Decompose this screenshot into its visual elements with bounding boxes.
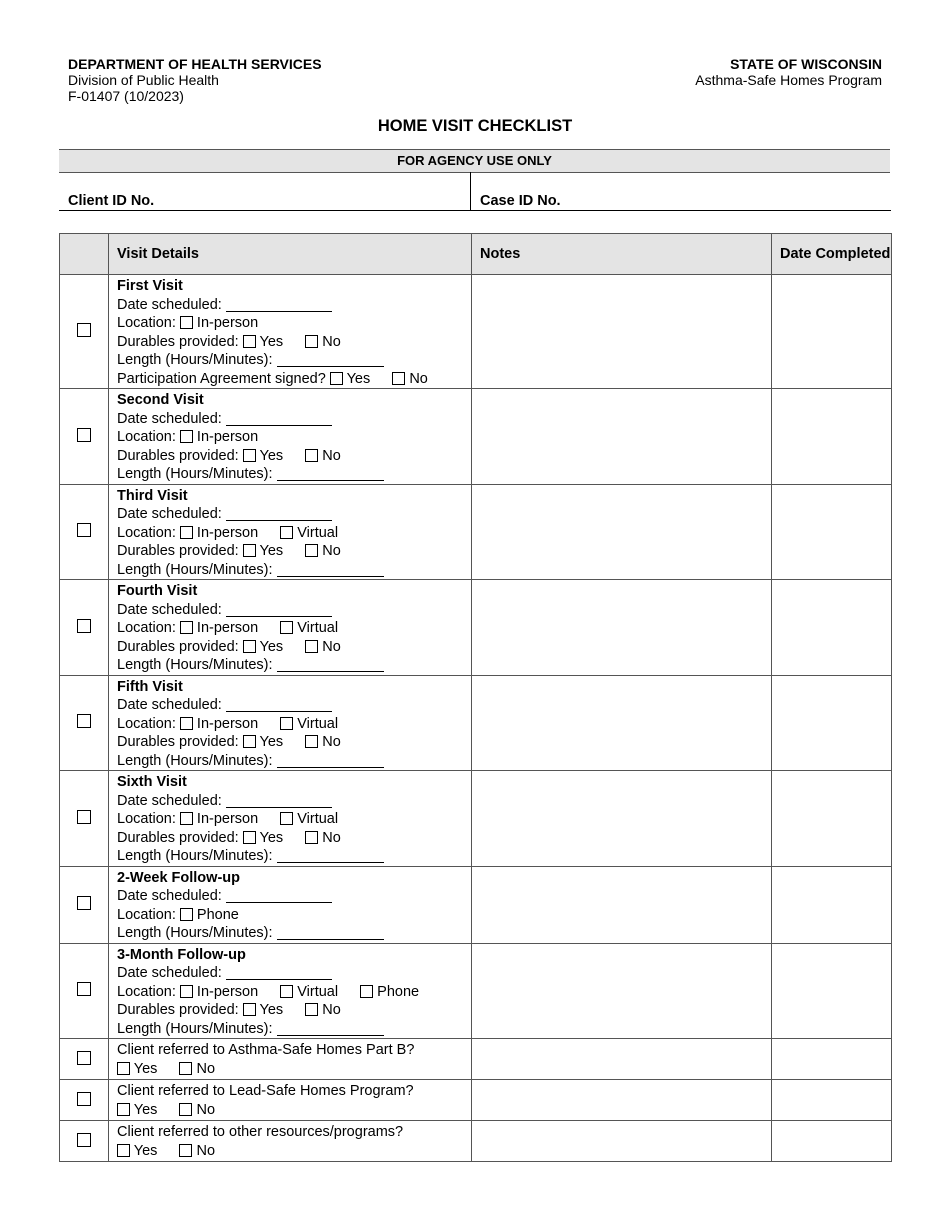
visit-complete-checkbox[interactable] xyxy=(77,428,91,442)
visit-title: Second Visit xyxy=(117,392,204,408)
page-title: HOME VISIT CHECKLIST xyxy=(377,117,573,135)
location-line xyxy=(117,810,471,829)
length-line xyxy=(117,561,471,580)
durables-yes-checkbox[interactable] xyxy=(243,831,256,844)
virtual-checkbox[interactable] xyxy=(280,812,293,825)
durables-no-checkbox[interactable] xyxy=(305,1003,318,1016)
date-scheduled-label: Date scheduled: xyxy=(117,410,222,427)
durables-yes-checkbox[interactable] xyxy=(243,735,256,748)
no-label: No xyxy=(322,447,341,464)
location-label: Location: xyxy=(117,983,176,1000)
length-label: Length (Hours/Minutes): xyxy=(117,561,273,578)
date-completed-cell[interactable] xyxy=(772,389,892,485)
notes-cell[interactable] xyxy=(472,1039,772,1080)
header-notes: Notes xyxy=(472,234,772,275)
referral-checkbox[interactable] xyxy=(77,1092,91,1106)
location-line xyxy=(117,715,471,734)
length-label: Length (Hours/Minutes): xyxy=(117,925,273,941)
phone-label: Phone xyxy=(196,906,239,923)
table-row xyxy=(60,943,892,1039)
header-checkbox-col xyxy=(60,234,109,275)
in-person-label: In-person xyxy=(196,429,259,445)
length-field[interactable] xyxy=(277,753,384,768)
durables-line xyxy=(117,829,471,848)
row-cell xyxy=(60,389,109,485)
table-row xyxy=(60,675,892,771)
case-id-label: Case ID No. xyxy=(480,193,561,209)
in-person-checkbox[interactable] xyxy=(180,621,193,634)
visit-title: 3-Month Follow-up xyxy=(117,946,246,963)
row-cell xyxy=(60,1080,109,1121)
referral-options xyxy=(117,1142,471,1161)
date-scheduled-label: Date scheduled: xyxy=(117,506,222,522)
no-label: No xyxy=(322,638,341,655)
date-scheduled-line xyxy=(117,601,471,620)
durables-yes-checkbox[interactable] xyxy=(243,449,256,462)
length-label: Length (Hours/Minutes): xyxy=(117,352,273,368)
no-label: No xyxy=(322,829,341,846)
durables-no-checkbox[interactable] xyxy=(305,831,318,844)
visit-details-cell xyxy=(109,771,472,867)
visit-title: Third Visit xyxy=(117,487,188,504)
location-line xyxy=(117,983,471,1002)
length-line xyxy=(117,351,471,370)
table-row xyxy=(60,1080,892,1121)
visit-details-cell xyxy=(109,675,472,771)
durables-yes-checkbox[interactable] xyxy=(243,640,256,653)
row-cell xyxy=(60,943,109,1039)
referral-question: Client referred to other resources/programs? xyxy=(117,1124,404,1140)
notes-cell[interactable] xyxy=(472,675,772,771)
case-id-field[interactable] xyxy=(471,172,891,210)
id-row xyxy=(59,172,891,211)
date-scheduled-line xyxy=(117,887,471,906)
date-completed-cell[interactable] xyxy=(772,275,892,389)
date-completed-cell[interactable] xyxy=(772,484,892,580)
referral-no-checkbox[interactable] xyxy=(179,1062,192,1075)
durables-no-checkbox[interactable] xyxy=(305,735,318,748)
visit-details-cell xyxy=(109,943,472,1039)
visit-table xyxy=(59,233,892,1162)
yes-label: Yes xyxy=(259,1002,284,1018)
date-scheduled-line xyxy=(117,792,471,811)
in-person-label: In-person xyxy=(196,620,259,636)
location-label: Location: xyxy=(117,715,176,732)
date-scheduled-field[interactable] xyxy=(226,793,332,808)
notes-cell[interactable] xyxy=(472,389,772,485)
virtual-checkbox[interactable] xyxy=(280,985,293,998)
date-scheduled-line xyxy=(117,410,471,429)
durables-no-checkbox[interactable] xyxy=(305,640,318,653)
table-row xyxy=(60,1121,892,1162)
division-name: Division of Public Health xyxy=(68,72,219,88)
referral-details-cell xyxy=(109,1121,472,1162)
in-person-checkbox[interactable] xyxy=(180,717,193,730)
durables-line xyxy=(117,733,471,752)
durables-line xyxy=(117,447,471,466)
visit-title: Fourth Visit xyxy=(117,583,198,599)
durables-label: Durables provided: xyxy=(117,333,239,350)
notes-cell[interactable] xyxy=(472,1080,772,1121)
date-scheduled-line xyxy=(117,696,471,715)
in-person-checkbox[interactable] xyxy=(180,526,193,539)
location-label: Location: xyxy=(117,429,176,445)
no-label: No xyxy=(322,1002,341,1018)
visit-complete-checkbox[interactable] xyxy=(77,982,91,996)
header-visit-details: Visit Details xyxy=(109,234,472,275)
referral-details-cell xyxy=(109,1080,472,1121)
program-name: Asthma-Safe Homes Program xyxy=(695,72,882,88)
table-row xyxy=(60,580,892,676)
notes-cell[interactable] xyxy=(472,275,772,389)
durables-no-checkbox[interactable] xyxy=(305,449,318,462)
phone-checkbox[interactable] xyxy=(360,985,373,998)
row-cell xyxy=(60,675,109,771)
yes-label: Yes xyxy=(259,543,284,559)
no-label: No xyxy=(409,370,428,387)
durables-line xyxy=(117,333,471,352)
location-line xyxy=(117,314,471,333)
row-cell xyxy=(60,866,109,943)
date-scheduled-field[interactable] xyxy=(226,697,332,712)
durables-line xyxy=(117,542,471,561)
length-field[interactable] xyxy=(277,352,384,367)
referral-checkbox[interactable] xyxy=(77,1133,91,1147)
referral-no-checkbox[interactable] xyxy=(179,1103,192,1116)
visit-title: First Visit xyxy=(117,278,183,294)
referral-no-checkbox[interactable] xyxy=(179,1144,192,1157)
visit-details-cell xyxy=(109,866,472,943)
referral-question: Client referred to Lead-Safe Homes Program? xyxy=(117,1083,414,1099)
yes-label: Yes xyxy=(259,734,284,750)
virtual-checkbox[interactable] xyxy=(280,526,293,539)
participation-line xyxy=(117,370,471,389)
visit-details-cell xyxy=(109,484,472,580)
form-number: F-01407 (10/2023) xyxy=(68,88,184,104)
in-person-checkbox[interactable] xyxy=(180,316,193,329)
yes-label: Yes xyxy=(133,1142,158,1159)
location-label: Location: xyxy=(117,906,176,923)
length-line xyxy=(117,1020,471,1039)
participation-no-checkbox[interactable] xyxy=(392,372,405,385)
visit-details-cell xyxy=(109,275,472,389)
in-person-label: In-person xyxy=(196,315,259,331)
in-person-label: In-person xyxy=(196,524,259,541)
virtual-label: Virtual xyxy=(297,715,339,732)
participation-yes-checkbox[interactable] xyxy=(330,372,343,385)
date-completed-cell[interactable] xyxy=(772,1121,892,1162)
in-person-label: In-person xyxy=(196,983,259,1000)
visit-title: Sixth Visit xyxy=(117,774,187,790)
location-label: Location: xyxy=(117,315,176,331)
date-scheduled-label: Date scheduled: xyxy=(117,601,222,618)
yes-label: Yes xyxy=(259,447,284,464)
yes-label: Yes xyxy=(133,1060,158,1077)
notes-cell[interactable] xyxy=(472,771,772,867)
date-scheduled-label: Date scheduled: xyxy=(117,792,222,809)
agency-use-bar: FOR AGENCY USE ONLY xyxy=(59,149,890,173)
no-label: No xyxy=(322,333,341,350)
no-label: No xyxy=(196,1101,216,1118)
yes-label: Yes xyxy=(346,370,371,387)
no-label: No xyxy=(196,1142,216,1159)
length-line xyxy=(117,656,471,675)
notes-cell[interactable] xyxy=(472,484,772,580)
location-line xyxy=(117,524,471,543)
length-field[interactable] xyxy=(277,466,384,481)
referral-yes-checkbox[interactable] xyxy=(117,1144,130,1157)
virtual-label: Virtual xyxy=(297,811,339,827)
table-row xyxy=(60,771,892,867)
table-row xyxy=(60,275,892,389)
durables-label: Durables provided: xyxy=(117,734,239,750)
location-line xyxy=(117,428,471,447)
referral-options xyxy=(117,1101,471,1120)
date-completed-cell[interactable] xyxy=(772,943,892,1039)
in-person-label: In-person xyxy=(196,715,259,732)
virtual-checkbox[interactable] xyxy=(280,621,293,634)
location-line xyxy=(117,906,471,925)
virtual-label: Virtual xyxy=(297,983,339,1000)
length-label: Length (Hours/Minutes): xyxy=(117,657,273,673)
participation-label: Participation Agreement signed? xyxy=(117,370,326,387)
length-field[interactable] xyxy=(277,1021,384,1036)
date-scheduled-field[interactable] xyxy=(226,888,332,903)
virtual-label: Virtual xyxy=(297,524,339,541)
visit-title: Fifth Visit xyxy=(117,678,183,695)
length-label: Length (Hours/Minutes): xyxy=(117,752,273,769)
table-row xyxy=(60,389,892,485)
client-id-label: Client ID No. xyxy=(68,193,155,209)
yes-label: Yes xyxy=(259,333,284,350)
referral-checkbox[interactable] xyxy=(77,1051,91,1065)
date-scheduled-label: Date scheduled: xyxy=(117,965,222,981)
date-scheduled-field[interactable] xyxy=(226,602,332,617)
durables-yes-checkbox[interactable] xyxy=(243,1003,256,1016)
date-completed-cell[interactable] xyxy=(772,580,892,676)
date-scheduled-label: Date scheduled: xyxy=(117,697,222,713)
referral-question: Client referred to Asthma-Safe Homes Part B? xyxy=(117,1042,415,1058)
length-line xyxy=(117,924,471,943)
date-scheduled-line xyxy=(117,296,471,315)
date-scheduled-line xyxy=(117,964,471,983)
department-name: DEPARTMENT OF HEALTH SERVICES xyxy=(68,56,322,72)
visit-complete-checkbox[interactable] xyxy=(77,523,91,537)
durables-yes-checkbox[interactable] xyxy=(243,544,256,557)
no-label: No xyxy=(322,543,341,559)
length-line xyxy=(117,847,471,866)
visit-complete-checkbox[interactable] xyxy=(77,619,91,633)
durables-label: Durables provided: xyxy=(117,829,239,846)
visit-complete-checkbox[interactable] xyxy=(77,896,91,910)
header-right xyxy=(695,56,882,88)
row-cell xyxy=(60,1039,109,1080)
durables-label: Durables provided: xyxy=(117,1002,239,1018)
location-label: Location: xyxy=(117,811,176,827)
length-label: Length (Hours/Minutes): xyxy=(117,466,273,482)
state-name: STATE OF WISCONSIN xyxy=(730,56,882,72)
table-row xyxy=(60,1039,892,1080)
date-completed-cell[interactable] xyxy=(772,771,892,867)
notes-cell[interactable] xyxy=(472,866,772,943)
table-row xyxy=(60,866,892,943)
referral-details-cell xyxy=(109,1039,472,1080)
client-id-field[interactable] xyxy=(59,172,471,210)
visit-complete-checkbox[interactable] xyxy=(77,810,91,824)
date-completed-cell[interactable] xyxy=(772,1039,892,1080)
length-line xyxy=(117,752,471,771)
date-scheduled-field[interactable] xyxy=(226,965,332,980)
header-date-completed: Date Completed xyxy=(772,234,892,275)
date-scheduled-field[interactable] xyxy=(226,411,332,426)
date-scheduled-label: Date scheduled: xyxy=(117,888,222,904)
durables-no-checkbox[interactable] xyxy=(305,335,318,348)
notes-cell[interactable] xyxy=(472,580,772,676)
table-row xyxy=(60,484,892,580)
location-label: Location: xyxy=(117,620,176,636)
in-person-label: In-person xyxy=(196,811,259,827)
in-person-checkbox[interactable] xyxy=(180,985,193,998)
yes-label: Yes xyxy=(259,829,284,846)
row-cell xyxy=(60,580,109,676)
date-scheduled-field[interactable] xyxy=(226,506,332,521)
durables-no-checkbox[interactable] xyxy=(305,544,318,557)
date-completed-cell[interactable] xyxy=(772,866,892,943)
durables-label: Durables provided: xyxy=(117,447,239,464)
length-label: Length (Hours/Minutes): xyxy=(117,1020,273,1037)
row-cell xyxy=(60,771,109,867)
length-field[interactable] xyxy=(277,657,384,672)
visit-details-cell xyxy=(109,389,472,485)
durables-yes-checkbox[interactable] xyxy=(243,335,256,348)
phone-label: Phone xyxy=(377,983,420,1000)
referral-yes-checkbox[interactable] xyxy=(117,1103,130,1116)
virtual-label: Virtual xyxy=(297,620,339,636)
length-field[interactable] xyxy=(277,848,384,863)
notes-cell[interactable] xyxy=(472,1121,772,1162)
length-field[interactable] xyxy=(277,925,384,940)
no-label: No xyxy=(196,1060,216,1077)
date-scheduled-field[interactable] xyxy=(226,297,332,312)
row-cell xyxy=(60,1121,109,1162)
date-completed-cell[interactable] xyxy=(772,1080,892,1121)
durables-line xyxy=(117,638,471,657)
row-cell xyxy=(60,484,109,580)
date-scheduled-label: Date scheduled: xyxy=(117,296,222,313)
visit-details-cell xyxy=(109,580,472,676)
yes-label: Yes xyxy=(133,1101,158,1118)
referral-options xyxy=(117,1060,471,1079)
length-label: Length (Hours/Minutes): xyxy=(117,848,273,864)
location-line xyxy=(117,619,471,638)
referral-yes-checkbox[interactable] xyxy=(117,1062,130,1075)
durables-label: Durables provided: xyxy=(117,638,239,655)
durables-line xyxy=(117,1001,471,1020)
visit-complete-checkbox[interactable] xyxy=(77,323,91,337)
in-person-checkbox[interactable] xyxy=(180,430,193,443)
table-header-row xyxy=(60,234,892,275)
length-line xyxy=(117,465,471,484)
date-completed-cell[interactable] xyxy=(772,675,892,771)
no-label: No xyxy=(322,734,341,750)
notes-cell[interactable] xyxy=(472,943,772,1039)
phone-checkbox[interactable] xyxy=(180,908,193,921)
header-left xyxy=(68,56,322,104)
yes-label: Yes xyxy=(259,638,284,655)
location-label: Location: xyxy=(117,524,176,541)
virtual-checkbox[interactable] xyxy=(280,717,293,730)
in-person-checkbox[interactable] xyxy=(180,812,193,825)
date-scheduled-line xyxy=(117,505,471,524)
row-cell xyxy=(60,275,109,389)
visit-complete-checkbox[interactable] xyxy=(77,714,91,728)
length-field[interactable] xyxy=(277,562,384,577)
durables-label: Durables provided: xyxy=(117,543,239,559)
visit-title: 2-Week Follow-up xyxy=(117,869,240,886)
